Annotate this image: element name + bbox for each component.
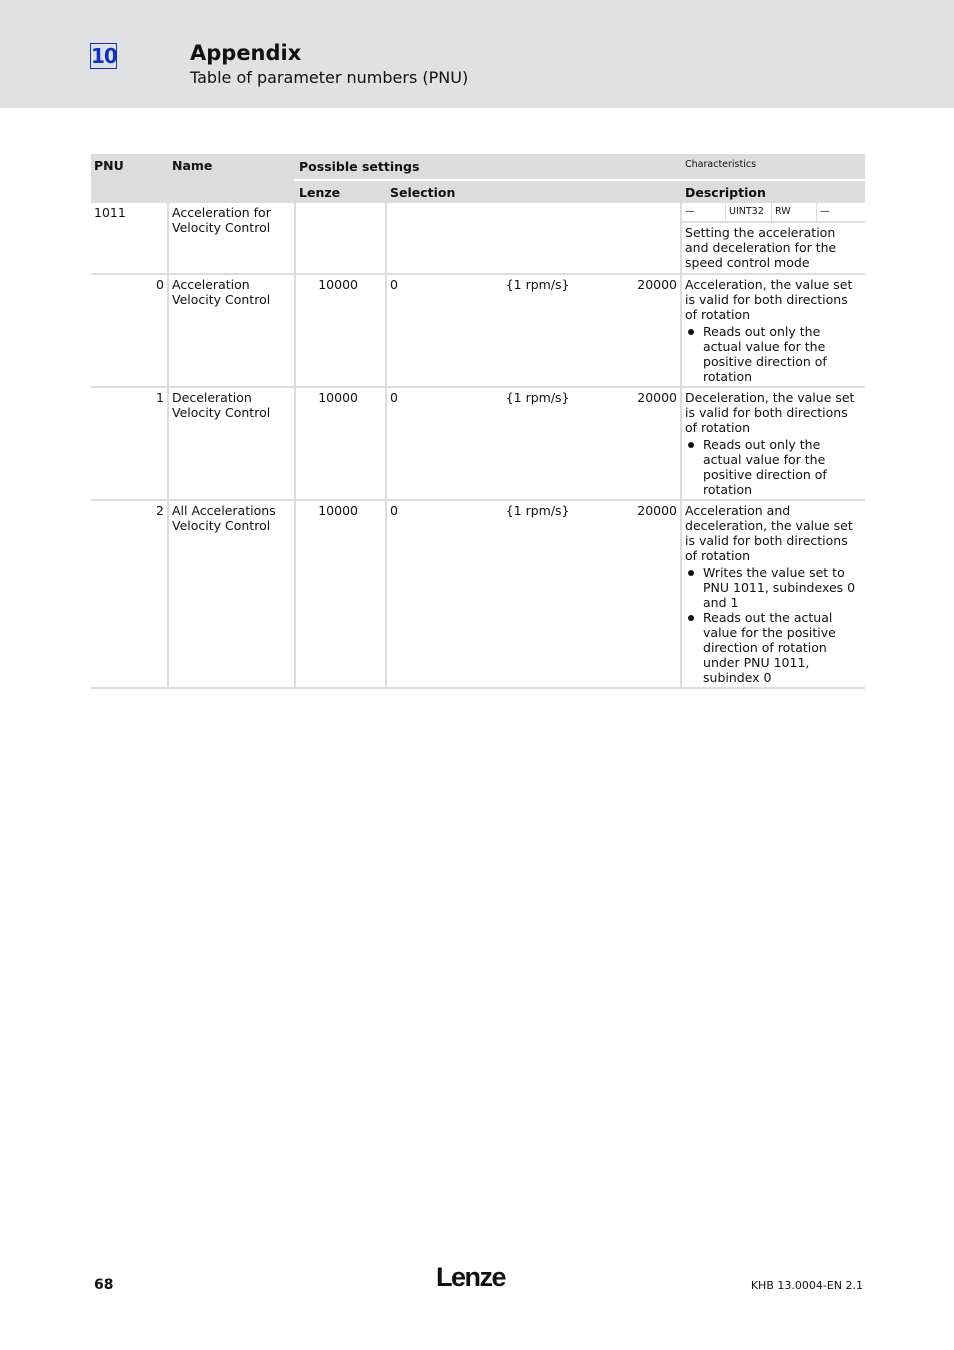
- description-bullet: Reads out only the actual value for the positive direction of rotation: [685, 437, 862, 497]
- description-text: Setting the acceleration and deceleration for the speed control mode: [685, 225, 837, 270]
- lenze-cell: 10000: [295, 274, 386, 387]
- name-cell: All Accelerations Velocity Control: [168, 500, 295, 688]
- table-row: [91, 500, 865, 688]
- description-bullet: Reads out only the actual value for the positive direction of rotation: [685, 324, 862, 384]
- description-bullet: Reads out the actual value for the positive direction of rotation under PNU 1011, subindex 0: [685, 610, 862, 685]
- page-number: 68: [94, 1277, 114, 1293]
- name-cell: Acceleration Velocity Control: [168, 274, 295, 387]
- selection-max: 20000: [637, 277, 678, 292]
- description-cell: [681, 203, 865, 274]
- header-name: Name: [168, 154, 295, 203]
- selection-min: 0: [390, 277, 398, 292]
- selection-cell: [386, 500, 681, 688]
- subindex-cell: 2: [91, 500, 168, 688]
- table-row: [91, 274, 865, 387]
- subindex-cell: 0: [91, 274, 168, 387]
- pnu-table: [91, 154, 865, 689]
- selection-max: 20000: [637, 503, 678, 518]
- char-subindex: —: [685, 206, 695, 217]
- selection-min: 0: [390, 503, 398, 518]
- name-cell: Acceleration for Velocity Control: [168, 203, 295, 274]
- subindex-cell: 1: [91, 387, 168, 500]
- selection-unit: {1 rpm/s}: [505, 277, 570, 292]
- selection-cell: [386, 203, 681, 274]
- chapter-number-link[interactable]: 10: [91, 44, 117, 68]
- char-access: RW: [771, 203, 816, 221]
- header-possible-settings: Possible settings: [295, 154, 681, 180]
- char-unit: —: [816, 203, 861, 221]
- description-cell: [681, 387, 865, 500]
- lenze-cell: 10000: [295, 387, 386, 500]
- selection-cell: [386, 274, 681, 387]
- chapter-title: Appendix: [190, 41, 302, 65]
- header-description: Description: [681, 180, 865, 203]
- selection-min: 0: [390, 390, 398, 405]
- lenze-cell: [295, 203, 386, 274]
- chapter-subtitle: Table of parameter numbers (PNU): [190, 68, 469, 87]
- lenze-logo: Lenze: [436, 1262, 506, 1292]
- description-text: Deceleration, the value set is valid for both directions of rotation: [685, 390, 855, 435]
- header-characteristics: Characteristics: [681, 154, 865, 180]
- table-row: [91, 203, 865, 274]
- selection-cell: [386, 387, 681, 500]
- description-bullet: Writes the value set to PNU 1011, subindexes 0 and 1: [685, 565, 862, 610]
- document-id: KHB 13.0004-EN 2.1: [750, 1279, 863, 1292]
- pnu-cell: 1011: [94, 205, 126, 220]
- selection-max: 20000: [637, 390, 678, 405]
- header-band: [0, 0, 954, 108]
- selection-unit: {1 rpm/s}: [505, 390, 570, 405]
- header-selection: Selection: [386, 180, 681, 203]
- description-text: Acceleration, the value set is valid for both directions of rotation: [685, 277, 853, 322]
- description-text: Acceleration and deceleration, the value set is valid for both directions of rotation: [685, 503, 853, 563]
- table-row: [91, 387, 865, 500]
- characteristics-box: [682, 203, 865, 223]
- name-cell: Deceleration Velocity Control: [168, 387, 295, 500]
- char-datatype: UINT32: [725, 203, 771, 221]
- header-lenze: Lenze: [295, 180, 386, 203]
- lenze-cell: 10000: [295, 500, 386, 688]
- description-cell: [681, 500, 865, 688]
- header-pnu: PNU: [91, 154, 168, 203]
- description-cell: [681, 274, 865, 387]
- selection-unit: {1 rpm/s}: [505, 503, 570, 518]
